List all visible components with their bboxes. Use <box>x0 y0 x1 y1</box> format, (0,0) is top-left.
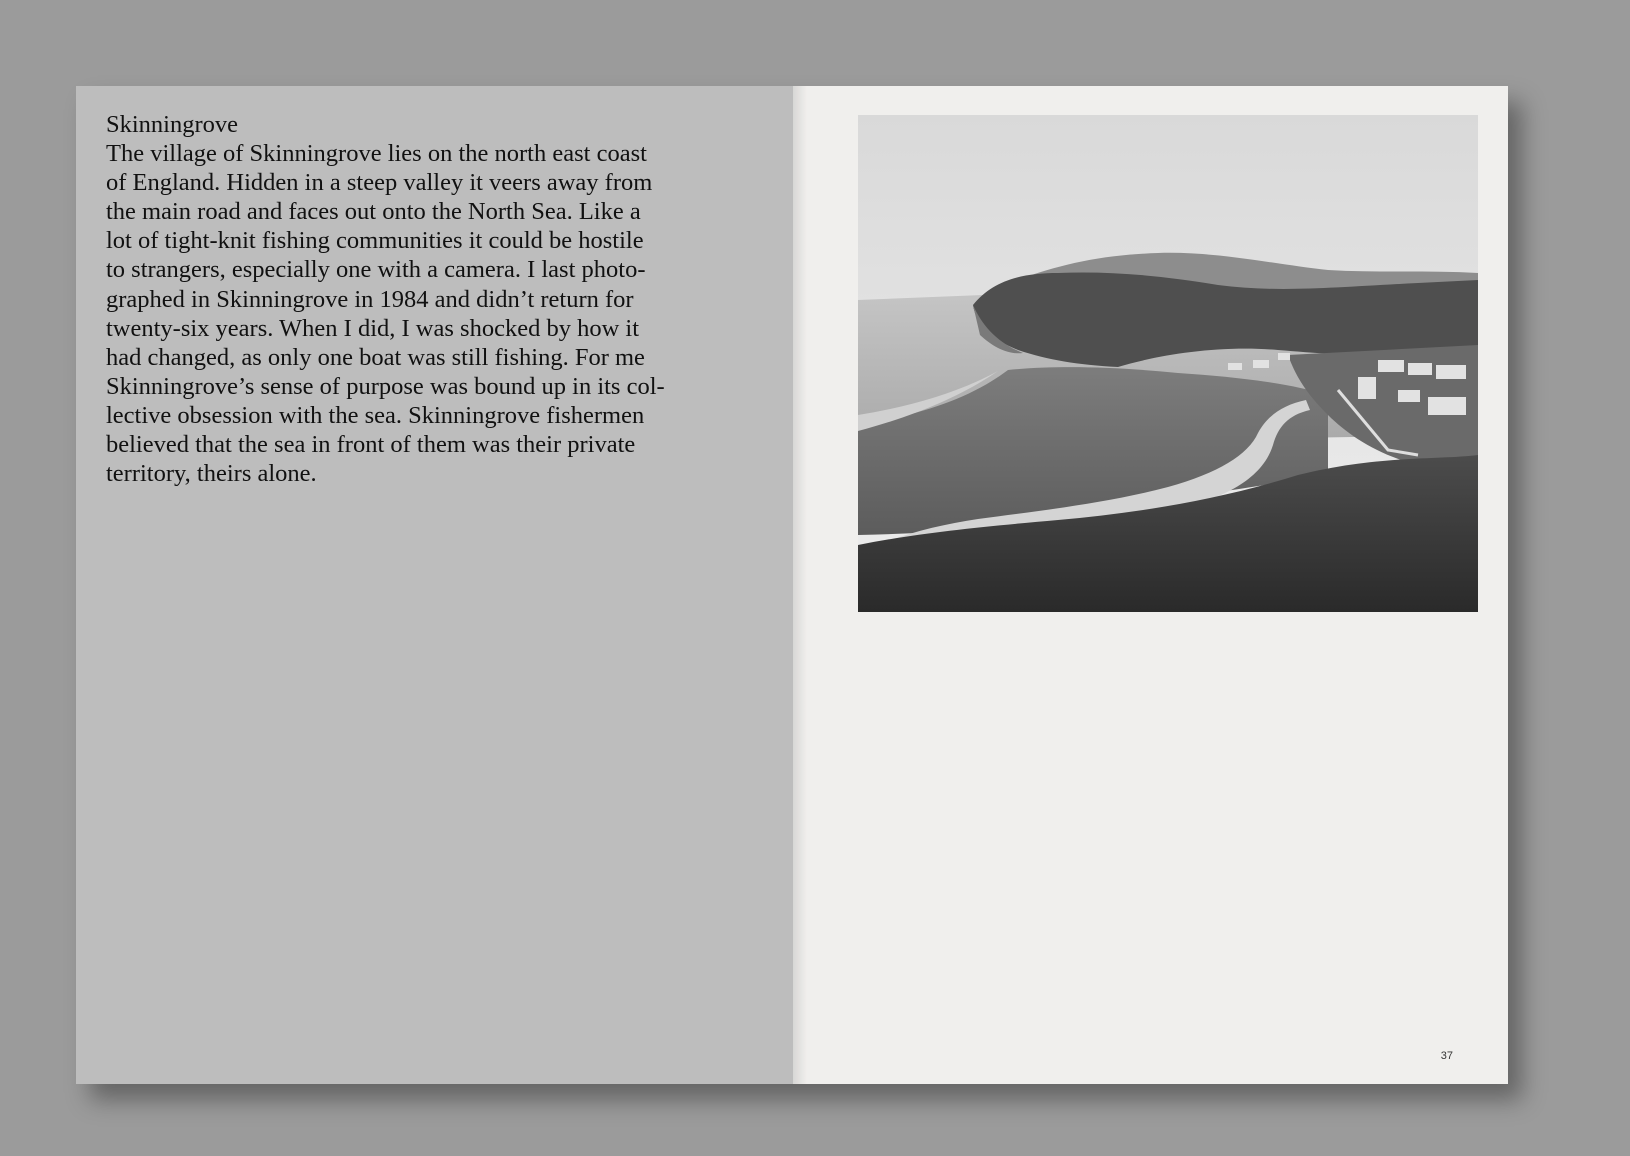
essay-line: to strangers, especially one with a camera. I last photo- <box>106 256 646 284</box>
right-page <box>793 86 1508 1084</box>
left-page <box>76 86 793 1084</box>
gutter-shadow <box>793 86 807 1084</box>
essay-line: lot of tight-knit fishing communities it could be hostile <box>106 227 644 255</box>
essay-line: territory, theirs alone. <box>106 460 317 488</box>
photo-illustration <box>858 115 1478 612</box>
page-number: 37 <box>1440 1050 1453 1062</box>
essay-title: Skinningrove <box>106 111 239 138</box>
essay-line: graphed in Skinningrove in 1984 and didn’t return for <box>106 285 634 313</box>
essay-line: had changed, as only one boat was still fishing. For me <box>106 343 645 371</box>
essay-line: Skinningrove’s sense of purpose was bound up in its col- <box>106 372 665 400</box>
essay-line: of England. Hidden in a steep valley it veers away from <box>106 169 653 197</box>
landscape-photo-icon <box>858 115 1478 612</box>
essay-line: the main road and faces out onto the North Sea. Like a <box>106 198 641 226</box>
essay-line: twenty-six years. When I did, I was shocked by how it <box>106 314 639 342</box>
essay-text <box>106 110 706 488</box>
essay-line: The village of Skinningrove lies on the north east coast <box>106 140 647 168</box>
book-spread <box>76 86 1508 1084</box>
essay-line: believed that the sea in front of them was their private <box>106 431 636 459</box>
essay-line: lective obsession with the sea. Skinningrove fishermen <box>106 401 645 429</box>
